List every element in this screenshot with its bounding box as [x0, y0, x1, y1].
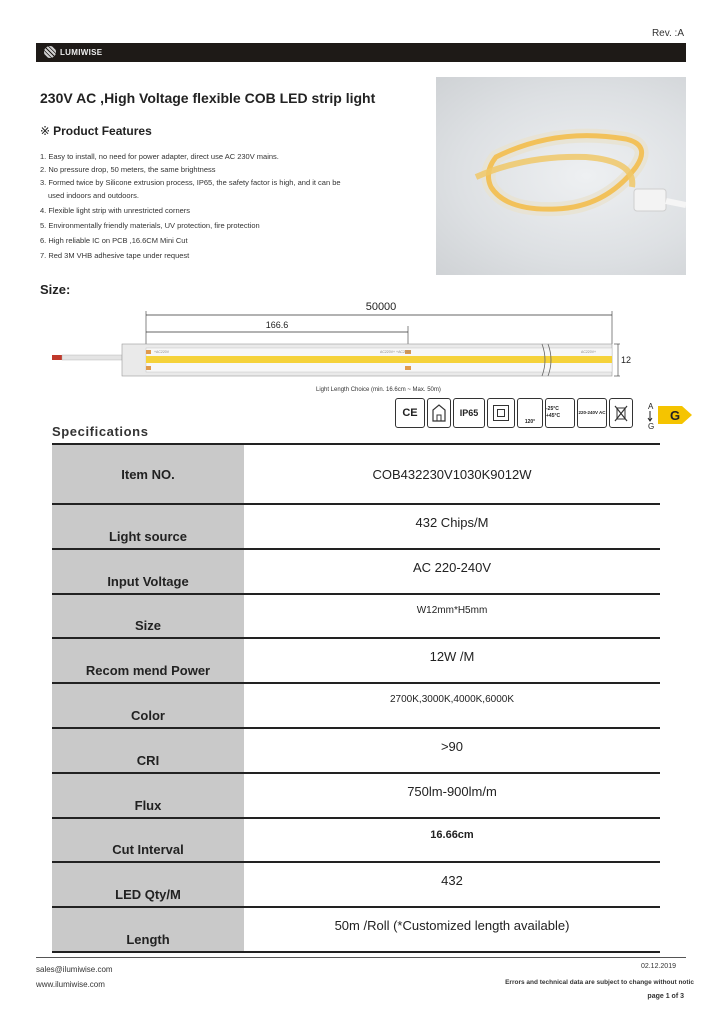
dimension-drawing [36, 298, 686, 398]
features-heading [40, 124, 152, 138]
feature-item: used indoors and outdoors. [48, 191, 139, 200]
solder-pad [405, 366, 411, 370]
energy-top-letter: A [648, 402, 654, 411]
reference-mark-icon: ※ [40, 124, 51, 138]
page-number: page 1 of 3 [647, 993, 684, 1000]
table-row [52, 862, 660, 907]
ce-mark-icon: CE [395, 398, 425, 428]
page-title: 230V AC ,High Voltage flexible COB LED strip light [40, 90, 376, 106]
table-row [52, 638, 660, 683]
spec-value: 432 Chips/M [244, 504, 660, 549]
spec-label: CRI [52, 728, 244, 773]
class-ii-icon [487, 398, 515, 428]
table-row [52, 773, 660, 818]
logo-text: LUMIWISE [60, 47, 103, 57]
specifications-table [52, 443, 660, 953]
spec-label: Size [52, 594, 244, 639]
size-heading: Size: [40, 282, 71, 297]
strip-label: +AC220V [154, 350, 170, 354]
energy-bottom-letter: G [648, 422, 655, 430]
led-strip-illustration [436, 77, 686, 275]
ip65-icon: IP65 [453, 398, 485, 428]
beam-angle-icon: 120° [517, 398, 543, 428]
length-choice-note: Light Length Choice (min. 16.6cm ~ Max. 50m) [316, 387, 441, 393]
spec-value: >90 [244, 728, 660, 773]
table-row [52, 504, 660, 549]
product-photo [436, 77, 686, 275]
feature-item: 1. Easy to install, no need for power adapter, direct use AC 230V mains. [40, 152, 279, 161]
spec-value: COB432230V1030K9012W [244, 444, 660, 504]
table-row [52, 818, 660, 863]
feature-item: 2. No pressure drop, 50 meters, the same brightness [40, 165, 216, 174]
energy-class-label [646, 400, 694, 430]
fire-rating-icon [427, 398, 451, 428]
cable-plug [52, 355, 62, 360]
width-label: 12 [621, 355, 632, 365]
feature-list [40, 150, 390, 262]
specifications-heading: Specifications [52, 424, 149, 439]
spec-value: 12W /M [244, 638, 660, 683]
spec-label: Light source [52, 504, 244, 549]
feature-item: 3. Formed twice by Silicone extrusion process, IP65, the safety factor is high, and it can be [40, 178, 341, 187]
feature-item: 5. Environmentally friendly materials, UV protection, fire protection [40, 221, 260, 230]
solder-pad [146, 366, 151, 370]
power-cable [62, 355, 122, 360]
brand-logo [44, 46, 102, 58]
footer-divider [36, 957, 686, 958]
spec-value: 50m /Roll (*Customized length available) [244, 907, 660, 952]
spec-label: Flux [52, 773, 244, 818]
energy-class-value: G [670, 408, 681, 423]
spec-value: 432 [244, 862, 660, 907]
spec-value: AC 220-240V [244, 549, 660, 594]
revision-label: Rev. :A [651, 28, 684, 39]
feature-item: 6. High reliable IC on PCB ,16.6CM Mini Cut [40, 236, 188, 245]
spec-label: Cut Interval [52, 818, 244, 863]
header-bar [36, 43, 686, 62]
spec-label: Input Voltage [52, 549, 244, 594]
certification-icons [395, 398, 633, 428]
table-row [52, 444, 660, 504]
spec-label: LED Qty/M [52, 862, 244, 907]
features-heading-text: Product Features [53, 124, 152, 138]
segment-length-label: 166.6 [265, 320, 289, 330]
table-row [52, 549, 660, 594]
temperature-range-icon: -25°C +45°C [545, 398, 575, 428]
spec-label: Color [52, 683, 244, 728]
table-row [52, 683, 660, 728]
solder-pad [146, 350, 151, 354]
weee-bin-icon [609, 398, 633, 428]
table-row [52, 728, 660, 773]
document-date: 02.12.2019 [640, 963, 676, 970]
strip-label: AC220V+ +AC220V [380, 350, 412, 354]
logo-icon [44, 46, 56, 58]
spec-value: 16.66cm [244, 818, 660, 863]
cob-light-line [146, 356, 612, 363]
spec-label: Recom mend Power [52, 638, 244, 683]
table-row [52, 594, 660, 639]
voltage-range-icon: 220-240V AC [577, 398, 607, 428]
spec-label: Item NO. [52, 444, 244, 504]
spec-value: 2700K,3000K,4000K,6000K [244, 683, 660, 728]
feature-item: 4. Flexible light strip with unrestricted corners [40, 206, 191, 215]
spec-value: 750lm-900lm/m [244, 773, 660, 818]
website-link[interactable]: www.ilumiwise.com [36, 980, 105, 989]
total-length-label: 50000 [365, 301, 397, 313]
feature-item: 7. Red 3M VHB adhesive tape under request [40, 251, 190, 260]
table-row [52, 907, 660, 952]
spec-label: Length [52, 907, 244, 952]
spec-value: W12mm*H5mm [244, 594, 660, 639]
disclaimer-text: Errors and technical data are subject to change without notic [505, 979, 694, 986]
email-link[interactable]: sales@ilumiwise.com [36, 965, 113, 974]
strip-label: AC220V+ [581, 350, 597, 354]
